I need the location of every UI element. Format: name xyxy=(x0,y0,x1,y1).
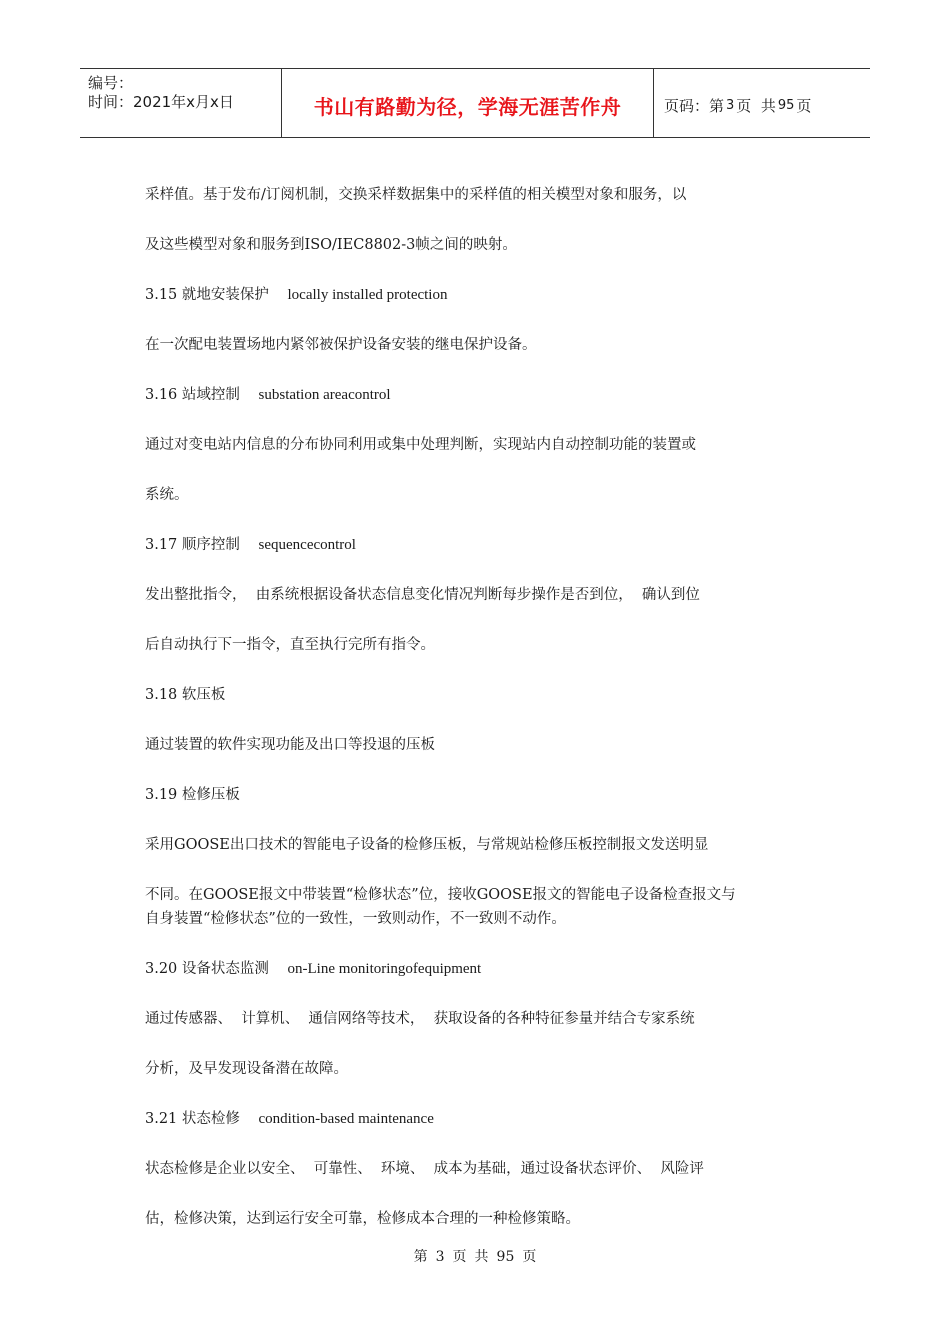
body-paragraph-line: 采样值。基于发布/订阅机制，交换采样数据集中的采样值的相关模型对象和服务，以 xyxy=(145,187,687,203)
doc-code-label: 编号： xyxy=(88,74,134,92)
section-heading-3-19 xyxy=(145,785,240,805)
definition-line: 发出整批指令， 由系统根据设备状态信息变化情况判断每步操作是否到位， 确认到位 xyxy=(145,587,700,603)
page-header xyxy=(80,68,870,138)
section-title-cn: 设备状态监测 xyxy=(181,961,269,977)
section-heading-3-21 xyxy=(145,1109,434,1129)
definition-line: 采用GOOSE出口技术的智能电子设备的检修压板，与常规站检修压板控制报文发送明显 xyxy=(145,837,709,853)
section-title-cn: 顺序控制 xyxy=(181,537,240,553)
section-number: 3.20 xyxy=(145,961,178,977)
footer-word-di: 第 xyxy=(413,1249,428,1265)
footer-word-ye-end: 页 xyxy=(522,1249,537,1265)
section-number: 3.17 xyxy=(145,537,178,553)
section-heading-3-20 xyxy=(145,959,481,979)
section-number: 3.19 xyxy=(145,787,178,803)
header-page-mid: 页 共 xyxy=(736,96,776,115)
definition-line: 通过对变电站内信息的分布协同利用或集中处理判断，实现站内自动控制功能的装置或 xyxy=(145,437,696,453)
page-footer xyxy=(0,1246,950,1266)
definition-line: 自身装置“检修状态”位的一致性，一致则动作，不一致则不动作。 xyxy=(145,911,566,927)
header-page-prefix: 页码：第 xyxy=(664,96,725,115)
footer-word-gong: 共 xyxy=(474,1249,489,1265)
section-title-en: sequencecontrol xyxy=(258,537,356,553)
section-number: 3.15 xyxy=(145,287,178,303)
section-title-cn: 检修压板 xyxy=(181,787,240,803)
footer-page-number: 3 xyxy=(435,1249,445,1265)
definition-line: 在一次配电装置场地内紧邻被保护设备安装的继电保护设备。 xyxy=(145,337,537,353)
section-title-en: on-Line monitoringofequipment xyxy=(287,961,482,977)
header-page-total: 95 xyxy=(777,97,795,113)
footer-page-total: 95 xyxy=(496,1249,515,1265)
definition-line: 通过传感器、 计算机、 通信网络等技术， 获取设备的各种特征参量并结合专家系统 xyxy=(145,1011,695,1027)
doc-date-label: 时间：2021年x月x日 xyxy=(88,93,234,111)
section-title-cn: 软压板 xyxy=(181,687,226,703)
definition-line: 后自动执行下一指令，直至执行完所有指令。 xyxy=(145,637,435,653)
body-paragraph-line: 及这些模型对象和服务到ISO/IEC8802-3帧之间的映射。 xyxy=(145,237,517,253)
section-number: 3.18 xyxy=(145,687,178,703)
section-title-cn: 就地安装保护 xyxy=(181,287,269,303)
definition-line: 系统。 xyxy=(145,487,189,503)
footer-word-ye: 页 xyxy=(452,1249,467,1265)
section-title-en: condition-based maintenance xyxy=(258,1111,434,1127)
header-motto-cell xyxy=(282,69,654,137)
header-motto: 书山有路勤为径，学海无涯苦作舟 xyxy=(313,94,622,119)
section-title-cn: 状态检修 xyxy=(181,1111,240,1127)
section-heading-3-16 xyxy=(145,385,391,405)
section-title-en: substation areacontrol xyxy=(258,387,391,403)
definition-line: 估，检修决策，达到运行安全可靠，检修成本合理的一种检修策略。 xyxy=(145,1211,580,1227)
definition-line: 通过装置的软件实现功能及出口等投退的压板 xyxy=(145,737,435,753)
definition-line: 状态检修是企业以安全、 可靠性、 环境、 成本为基础，通过设备状态评价、 风险评 xyxy=(145,1161,704,1177)
header-page-cell xyxy=(664,69,870,137)
header-page-suffix: 页 xyxy=(796,96,812,115)
section-title-cn: 站域控制 xyxy=(181,387,240,403)
section-heading-3-15 xyxy=(145,285,447,305)
section-heading-3-17 xyxy=(145,535,356,555)
definition-line: 分析，及早发现设备潜在故障。 xyxy=(145,1061,348,1077)
section-title-en: locally installed protection xyxy=(287,287,448,303)
section-heading-3-18 xyxy=(145,685,225,705)
header-page-number: 3 xyxy=(726,97,735,113)
section-number: 3.21 xyxy=(145,1111,178,1127)
section-number: 3.16 xyxy=(145,387,178,403)
header-meta-cell xyxy=(80,69,282,137)
definition-line: 不同。在GOOSE报文中带装置“检修状态”位，接收GOOSE报文的智能电子设备检查报文与 xyxy=(145,887,736,903)
